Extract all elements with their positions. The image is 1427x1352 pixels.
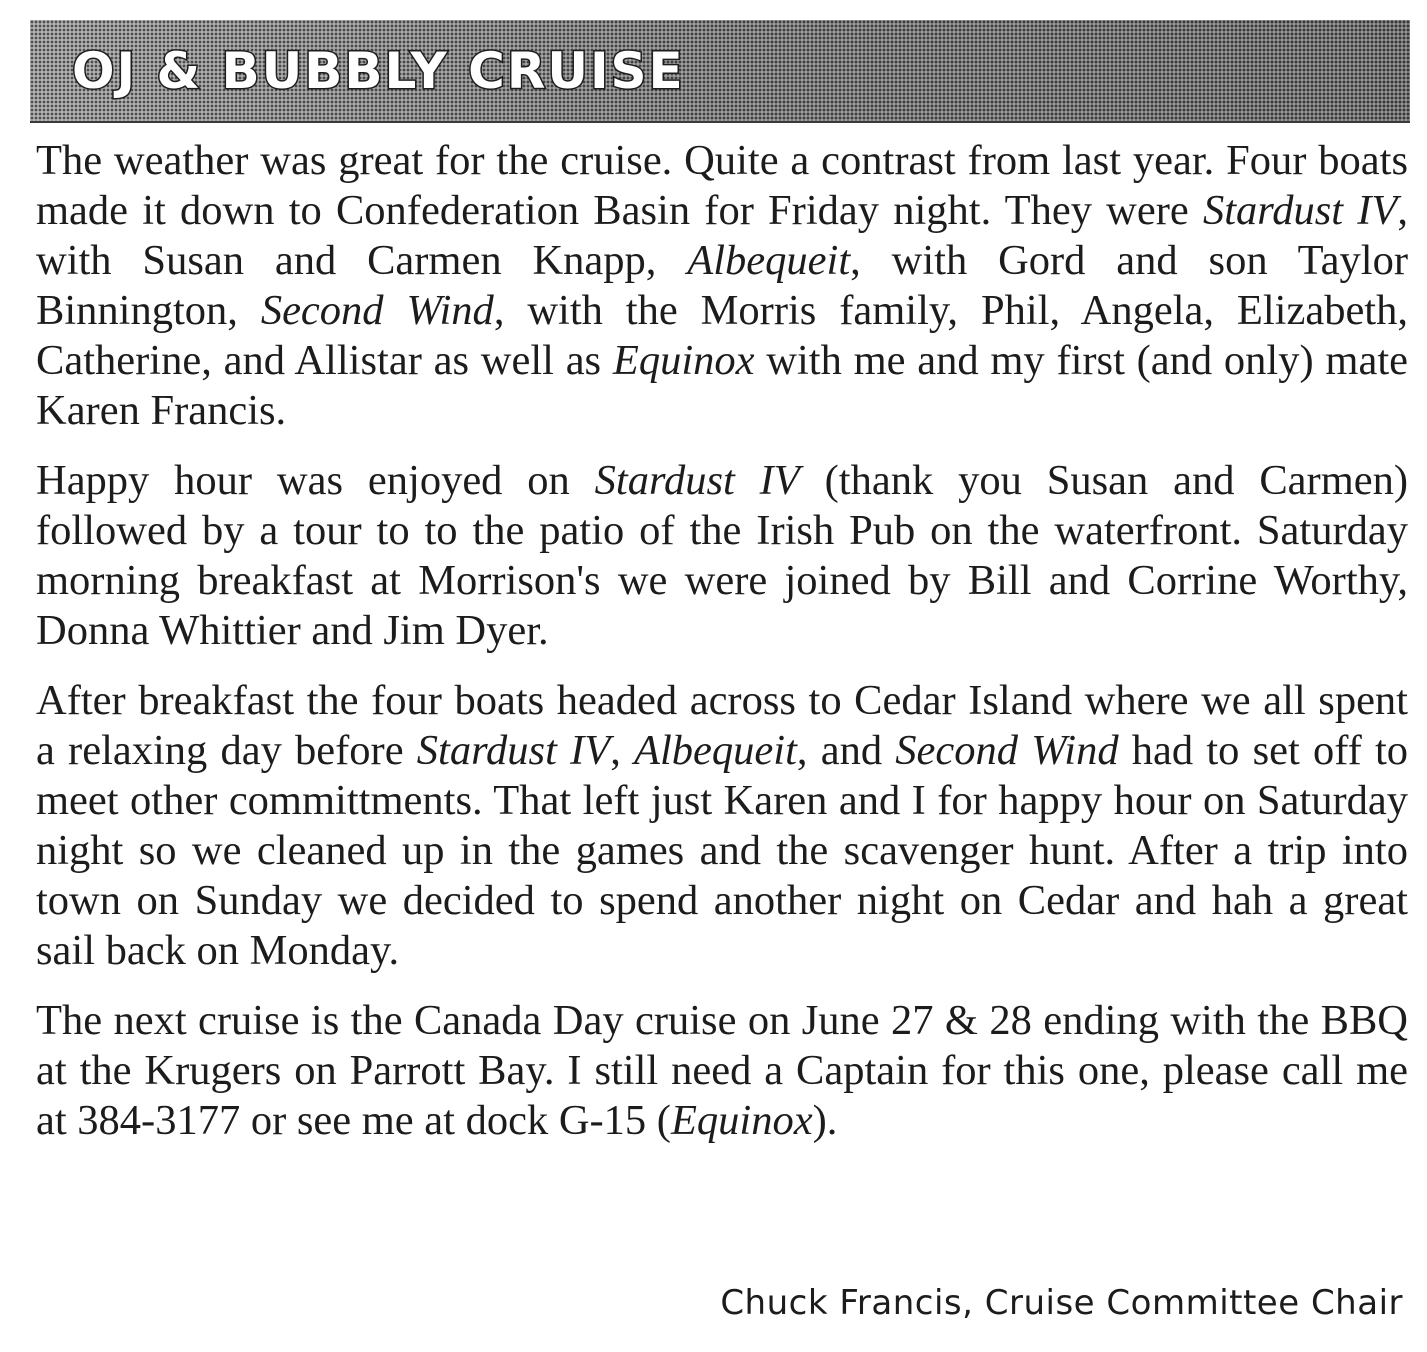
paragraph-1-text-5: with me and my first (and only) mate Karen Francis. — [36, 337, 1408, 434]
article-body — [36, 136, 1408, 1166]
boat-name-albequeit: Albequeit — [687, 237, 851, 284]
boat-name-albequeit: Albequeit — [634, 727, 797, 774]
paragraph-3-text-3: , and — [796, 727, 896, 774]
boat-name-stardust: Stardust IV — [1202, 187, 1398, 234]
paragraph-1-text-4: , with the Morris family, Phil, Angela, Elizabeth, Catherine, and Allistar as well as — [36, 287, 1408, 384]
paragraph-2 — [36, 456, 1408, 656]
paragraph-1-text-3: , with Gord and son Taylor Binnington, — [36, 237, 1408, 334]
boat-name-second-wind: Second Wind — [260, 287, 494, 334]
header-banner — [30, 20, 1410, 123]
paragraph-1-text-2: , with Susan and Carmen Knapp, — [36, 187, 1408, 284]
author-signature: Chuck Francis, Cruise Committee Chair — [720, 1283, 1403, 1323]
paragraph-2-text-1: Happy hour was enjoyed on — [36, 457, 595, 504]
paragraph-3 — [36, 676, 1408, 976]
paragraph-1-text-1: The weather was great for the cruise. Quite a contrast from last year. Four boats made it down to Confederation Basin for Friday night. They were — [36, 137, 1408, 234]
paragraph-3-text-2: , — [610, 727, 635, 774]
boat-name-stardust: Stardust IV — [594, 457, 800, 504]
boat-name-stardust: Stardust IV — [416, 727, 611, 774]
paragraph-4-text-2: ). — [812, 1097, 838, 1144]
paragraph-4 — [36, 996, 1408, 1146]
paragraph-1 — [36, 136, 1408, 436]
article-title: OJ & BUBBLY CRUISE — [72, 42, 685, 100]
paragraph-3-text-1: After breakfast the four boats headed across to Cedar Island where we all spent a relaxing day before — [36, 677, 1408, 774]
boat-name-equinox: Equinox — [670, 1097, 813, 1144]
boat-name-second-wind: Second Wind — [895, 727, 1119, 774]
paragraph-3-text-4: had to set off to meet other committments. That left just Karen and I for happy hour on Saturday night so we cleaned up in the games and the scavenger hunt. After a trip into town on Sunday we decided to spend another night on Cedar and hah a great sail back on Monday. — [36, 727, 1409, 974]
boat-name-equinox: Equinox — [612, 337, 755, 384]
paragraph-4-text-1: The next cruise is the Canada Day cruise on June 27 & 28 ending with the BBQ at the Krugers on Parrott Bay. I still need a Captain for this one, please call me at 384-3177 or see me at dock G-15 ( — [36, 997, 1408, 1144]
paragraph-2-text-2: (thank you Susan and Carmen) followed by a tour to to the patio of the Irish Pub on the waterfront. Saturday morning breakfast at Morrison's we were joined by Bill and Corrine Worthy, Donna Whittier and Jim Dyer. — [36, 457, 1409, 654]
